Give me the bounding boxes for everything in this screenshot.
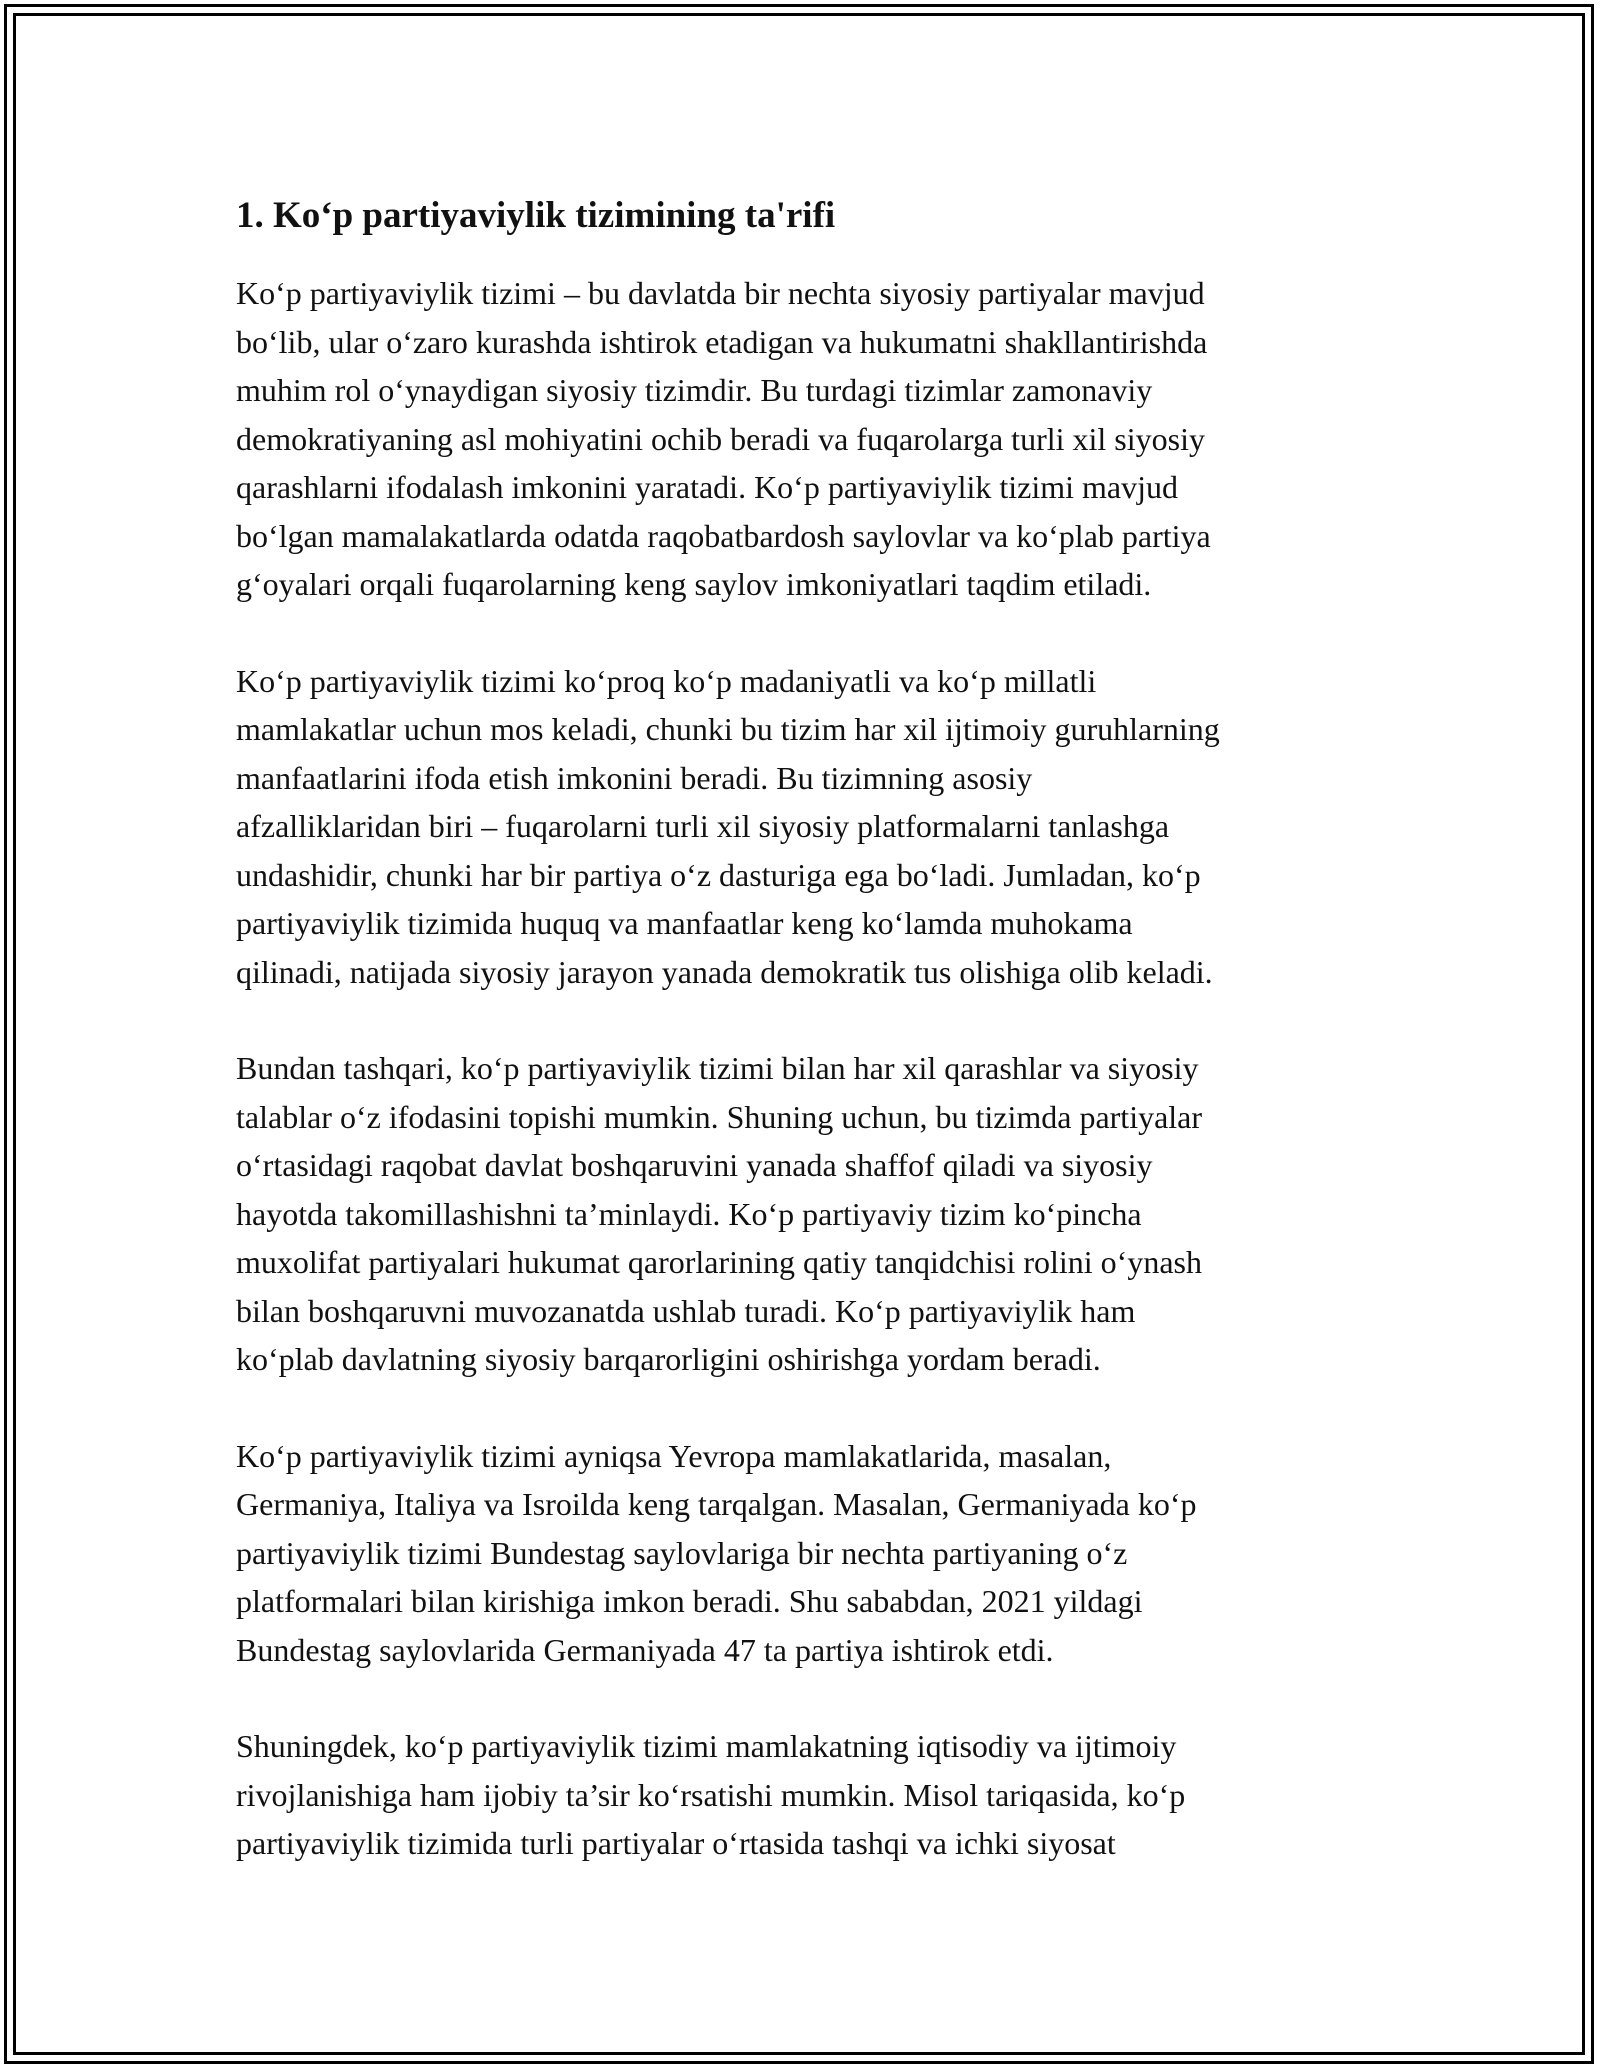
text-line: Ko‘p partiyaviylik tizimi – bu davlatda bir nechta siyosiy partiyalar mavjud [236,275,1205,311]
text-line: g‘oyalari orqali fuqarolarning keng saylov imkoniyatlari taqdim etiladi. [236,566,1152,602]
text-line: bo‘lgan mamalakatlarda odatda raqobatbardosh saylovlar va ko‘plab partiya [236,517,1211,554]
text-line: Shuningdek, ko‘p partiyaviylik tizimi mamlakatning iqtisodiy va ijtimoiy [236,1728,1177,1764]
text-line: muxolifat partiyalari hukumat qarorlarining qatiy tanqidchisi rolini o‘ynash [236,1244,1202,1280]
paragraph-4 [236,1432,1386,1675]
paragraph-5 [236,1722,1386,1868]
text-line: Ko‘p partiyaviylik tizimi ayniqsa Yevropa mamlakatlarida, masalan, [236,1437,1112,1474]
text-line: partiyaviylik tizimi Bundestag saylovlariga bir nechta partiyaning o‘z [236,1534,1128,1571]
text-line: bilan boshqaruvni muvozanatda ushlab turadi. Ko‘p partiyaviylik ham [236,1292,1136,1329]
text-line: platformalari bilan kirishiga imkon beradi. Shu sababdan, 2021 yildagi [236,1583,1143,1619]
text-line: qarashlarni ifodalash imkonini yaratadi. Ko‘p partiyaviylik tizimi mavjud [236,469,1178,505]
text-line: qilinadi, natijada siyosiy jarayon yanada demokratik tus olishiga olib keladi. [236,953,1213,990]
text-line: partiyaviylik tizimida huquq va manfaatlar keng ko‘lamda muhokama [236,905,1133,941]
text-line: muhim rol o‘ynaydigan siyosiy tizimdir. Bu turdagi tizimlar zamonaviy [236,372,1153,408]
section-heading: 1. Ko‘p partiyaviylik tizimining ta'rifi [236,195,836,236]
paragraph-2 [236,657,1386,997]
text-line: Bundestag saylovlarida Germaniyada 47 ta partiya ishtirok etdi. [236,1631,1054,1668]
text-line: undashidir, chunki har bir partiya o‘z dasturiga ega bo‘ladi. Jumladan, ko‘p [236,856,1201,893]
paragraph-1 [236,269,1386,609]
text-line: mamlakatlar uchun mos keladi, chunki bu tizim har xil ijtimoiy guruhlarning [236,711,1220,747]
text-line: afzalliklaridan biri – fuqarolarni turli xil siyosiy platformalarni tanlashga [236,808,1170,844]
text-line: demokratiyaning asl mohiyatini ochib beradi va fuqarolarga turli xil siyosiy [236,420,1205,457]
text-line: talablar o‘z ifodasini topishi mumkin. Shuning uchun, bu tizimda partiyalar [236,1098,1203,1135]
text-line: manfaatlarini ifoda etish imkonini beradi. Bu tizimning asosiy [236,759,1033,796]
text-line: Germaniya, Italiya va Isroilda keng tarqalgan. Masalan, Germaniyada ko‘p [236,1486,1197,1522]
text-line: partiyaviylik tizimida turli partiyalar o‘rtasida tashqi va ichki siyosat [236,1825,1116,1861]
text-line: ko‘plab davlatning siyosiy barqarorligini oshirishga yordam beradi. [236,1341,1101,1377]
text-line: o‘rtasidagi raqobat davlat boshqaruvini yanada shaffof qiladi va siyosiy [236,1147,1153,1183]
text-line: bo‘lib, ular o‘zaro kurashda ishtirok etadigan va hukumatni shakllantirishda [236,323,1208,360]
paragraph-3 [236,1044,1386,1384]
text-line: Bundan tashqari, ko‘p partiyaviylik tizimi bilan har xil qarashlar va siyosiy [236,1050,1199,1086]
document-body [236,183,1386,1916]
text-line: Ko‘p partiyaviylik tizimi ko‘proq ko‘p madaniyatli va ko‘p millatli [236,662,1097,699]
text-line: rivojlanishiga ham ijobiy ta’sir ko‘rsatishi mumkin. Misol tariqasida, ko‘p [236,1776,1186,1813]
text-line: hayotda takomillashishni ta’minlaydi. Ko‘p partiyaviy tizim ko‘pincha [236,1195,1142,1232]
